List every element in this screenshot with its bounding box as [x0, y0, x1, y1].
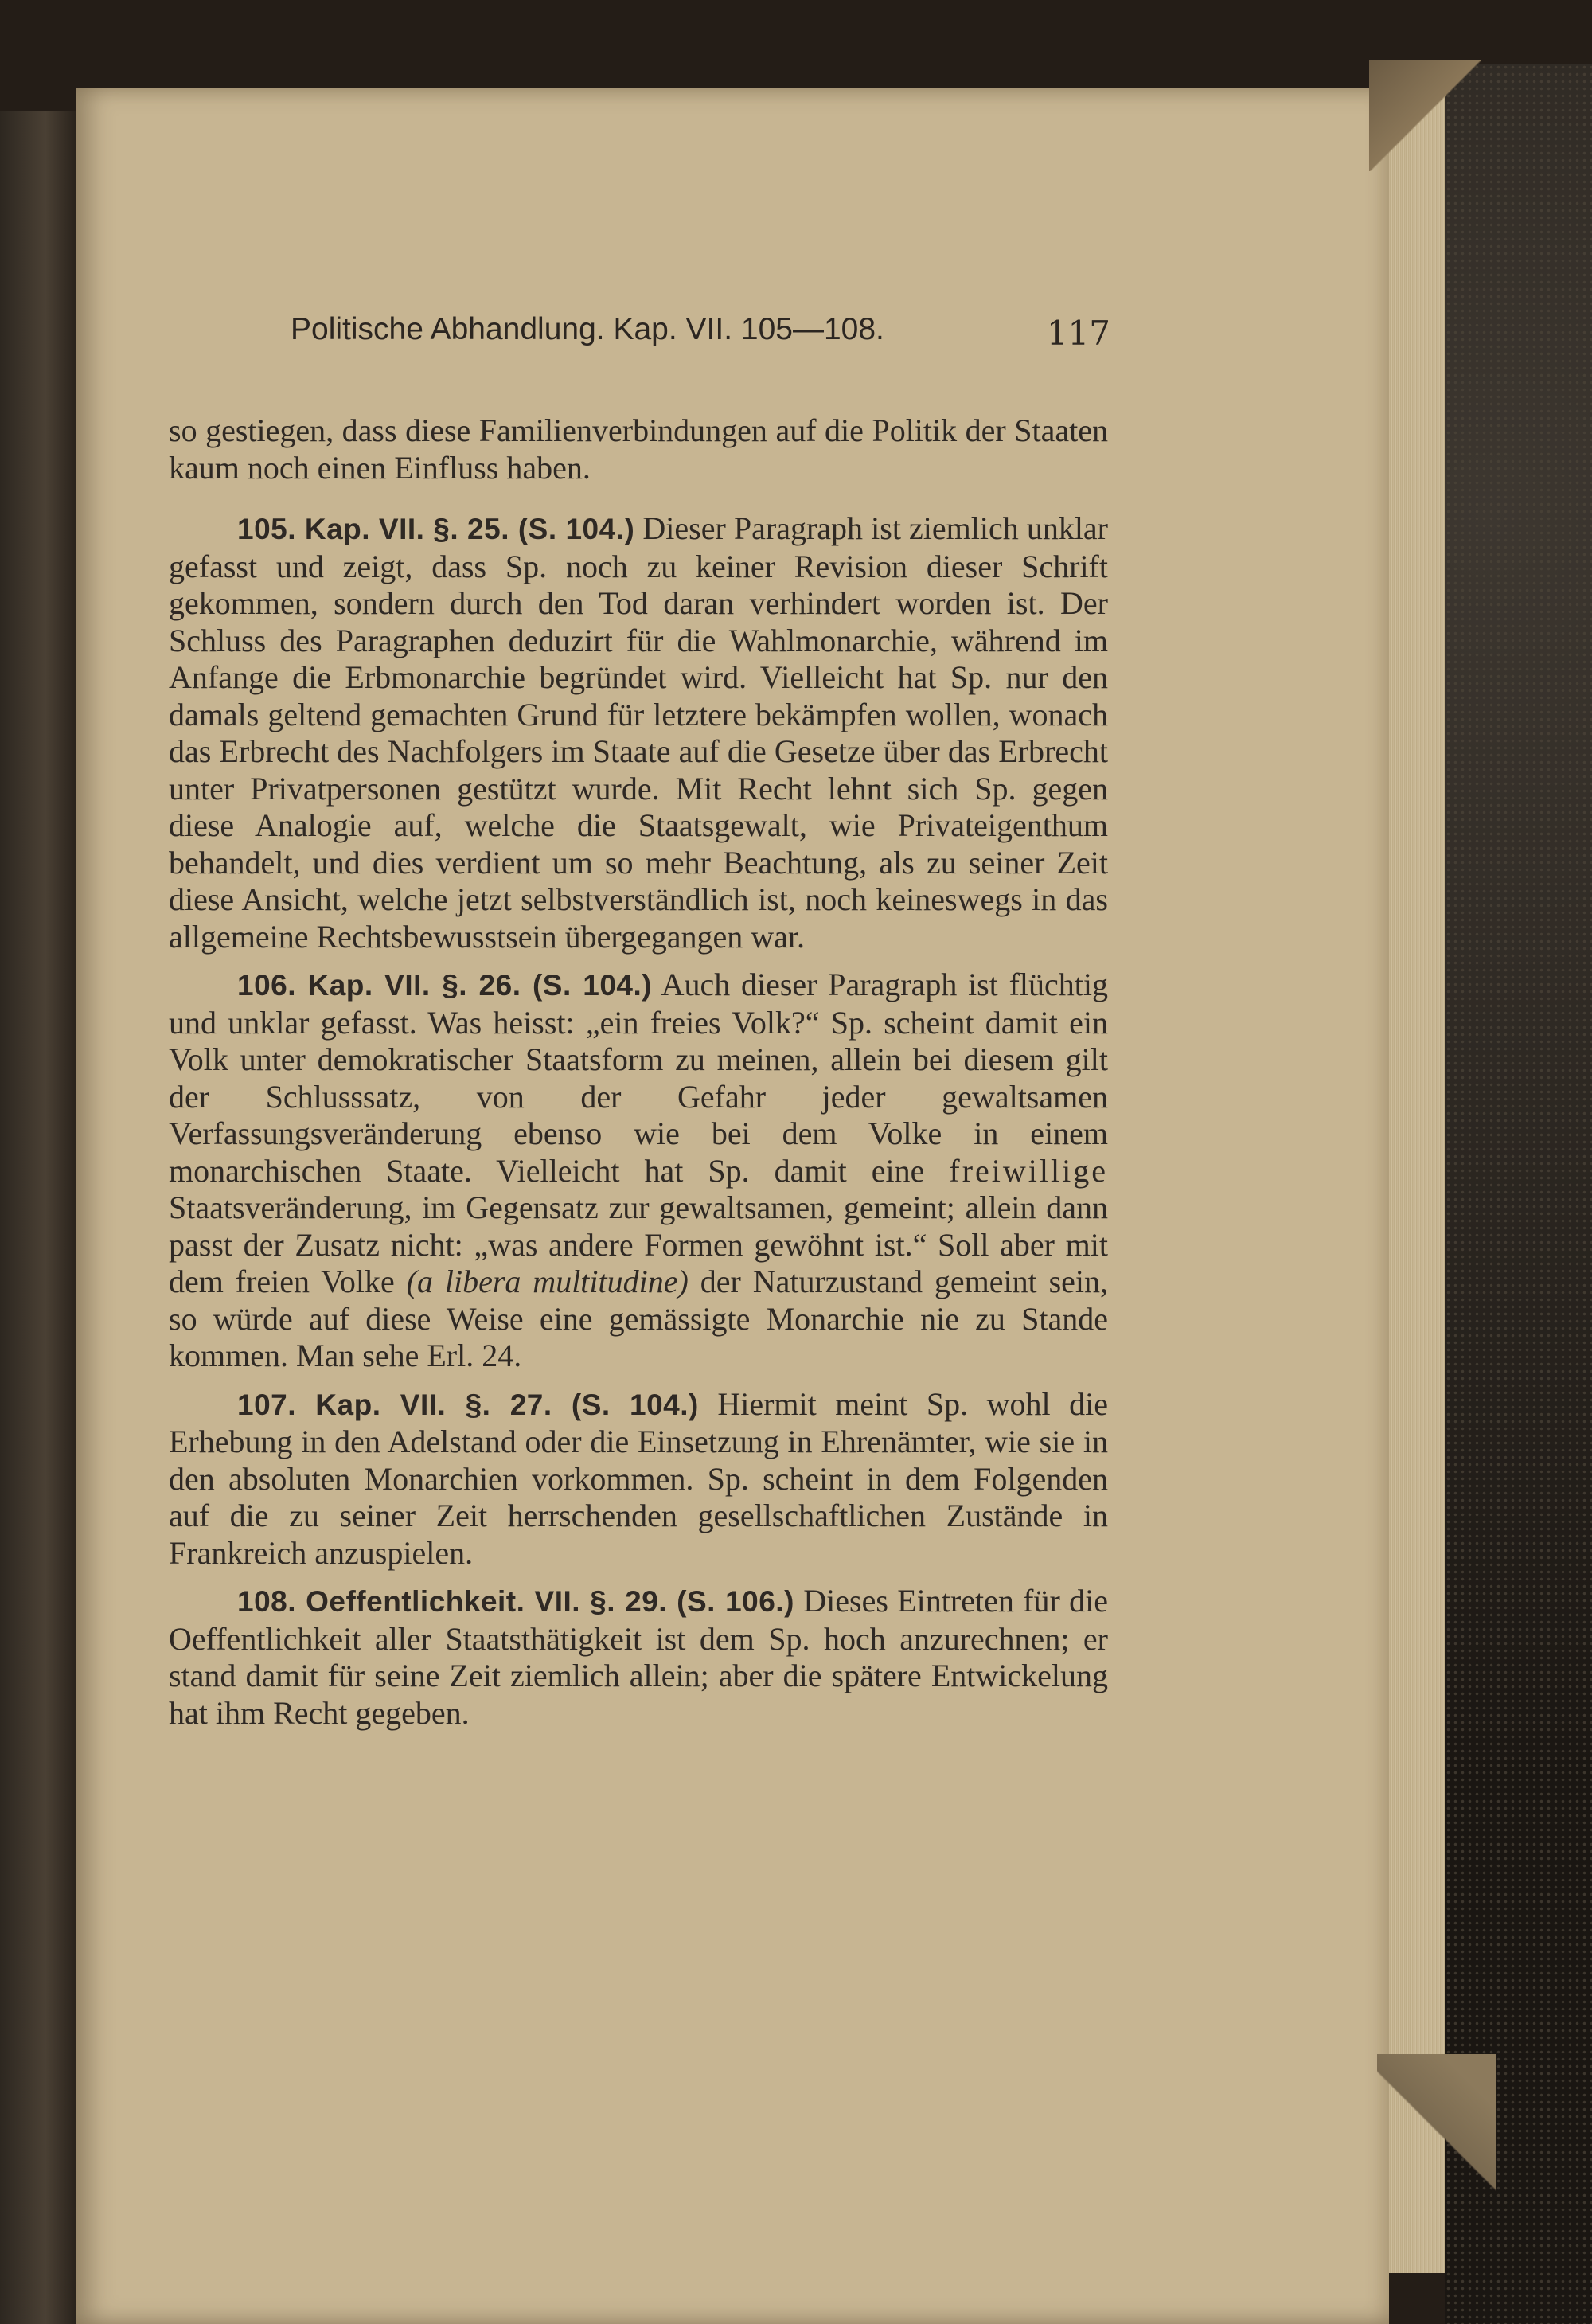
cover-corner-bottom: [1377, 2054, 1496, 2205]
note-108-heading: 108. Oeffentlichkeit. VII. §. 29. (S. 106.): [237, 1585, 794, 1618]
cover-texture: [1445, 64, 1592, 2324]
note-107-text: Hiermit meint Sp. wohl die Erhebung in den Adelstand oder die Einsetzung in Ehrenämter, wie sie in den absoluten Monarchien vorkommen. Sp. scheint in dem Folgenden auf die zu seiner Zeit herrschenden gesellschaftlichen Zustände in Frankreich anzuspielen.: [169, 1385, 1109, 1571]
note-106-heading: 106. Kap. VII. §. 26. (S. 104.): [237, 969, 653, 1002]
continuation-paragraph: so gestiegen, dass diese Familienverbindungen auf die Politik der Staaten kaum noch einen Einfluss haben.: [169, 412, 1108, 486]
note-106-emphasis: freiwillige: [949, 1152, 1108, 1189]
note-108: [169, 1583, 1108, 1732]
note-105: [169, 510, 1108, 955]
note-107: [169, 1386, 1108, 1572]
running-head-title: Politische Abhandlung. Kap. VII. 105—108.: [291, 312, 884, 346]
page-number: 117: [1046, 314, 1110, 353]
note-106-text-3: der Naturzustand gemeint sein, so würde auf diese Weise eine gemässigte Monarchie nie zu Stande kommen. Man sehe Erl. 24.: [169, 1264, 1109, 1373]
cover-corner-top: [1369, 60, 1481, 171]
note-106-text-1: Auch dieser Paragraph ist flüchtig und unklar gefasst. Was heisst: „ein freies Volk?“ Sp. scheint damit ein Volk unter demokratischer Staatsform zu meinen, allein bei diesem gilt der Schlusssatz, von der Gefahr jeder gewaltsamen Verfassungsveränderung ebenso wie bei dem Volke in einem monarchischen Staate. Vielleicht hat Sp. damit eine: [169, 967, 1108, 1189]
page-body: [169, 412, 1108, 1743]
page-block-edge: [1389, 76, 1445, 2273]
running-head: [291, 312, 1110, 360]
note-107-heading: 107. Kap. VII. §. 27. (S. 104.): [237, 1388, 699, 1421]
left-page-edge: [0, 111, 76, 2324]
note-106-latin: (a libera multitudine): [406, 1264, 689, 1299]
note-106: [169, 967, 1108, 1375]
note-106-text-2: Staatsveränderung, im Gegensatz zur gewaltsamen, gemeint; allein dann passt der Zusatz nicht: „was andere Formen gewöhnt ist.“ Soll aber mit dem freien Volke: [169, 1189, 1108, 1299]
note-105-text: Dieser Paragraph ist ziemlich unklar gefasst und zeigt, dass Sp. noch zu keiner Revision dieser Schrift gekommen, sondern durch den Tod daran verhindert worden ist. Der Schluss des Paragraphen deduzirt für die Wahlmonarchie, während im Anfange die Erbmonarchie begründet wird. Vielleicht hat Sp. nur den damals geltend gemachten Grund für letztere bekämpfen wollen, wonach das Erbrecht des Nachfolgers im Staate auf die Gesetze über das Erbrecht unter Privatpersonen gestützt wurde. Mit Recht lehnt sich Sp. gegen diese Analogie auf, welche die Staatsgewalt, wie Privateigenthum behandelt, und dies verdient um so mehr Beachtung, als zu seiner Zeit diese Ansicht, welche jetzt selbstverständlich ist, noch keineswegs in das allgemeine Rechtsbewusstsein übergegangen war.: [169, 510, 1109, 955]
note-108-text: Dieses Eintreten für die Oeffentlichkeit aller Staatsthätigkeit ist dem Sp. hoch anzurechnen; er stand damit für seine Zeit ziemlich allein; aber die spätere Entwickelung hat ihm Recht gegeben.: [169, 1583, 1109, 1731]
note-105-heading: 105. Kap. VII. §. 25. (S. 104.): [237, 513, 635, 545]
